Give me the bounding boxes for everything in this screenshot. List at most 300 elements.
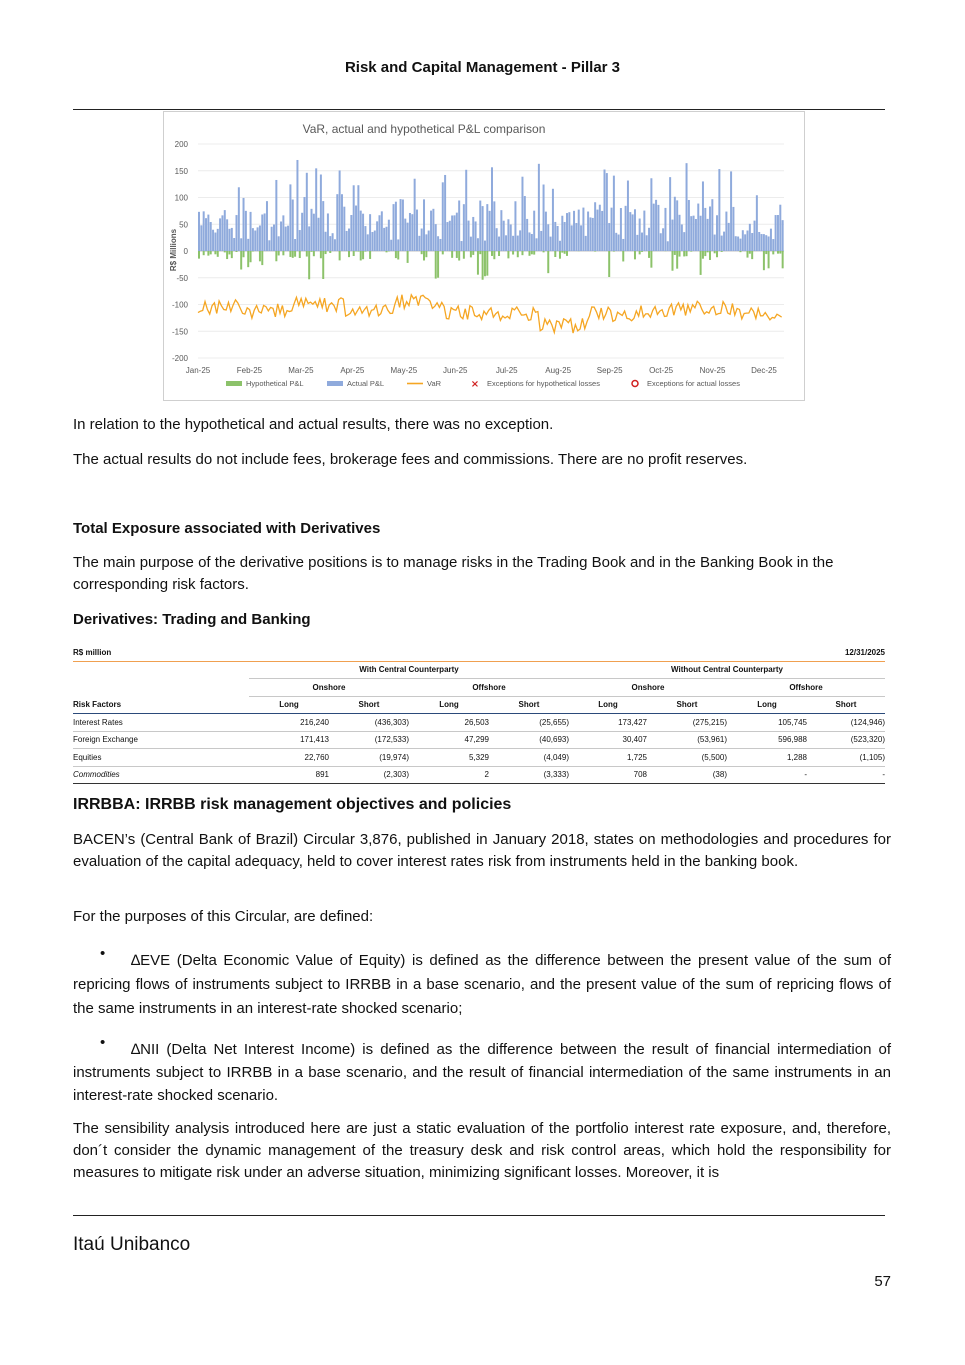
table-col-header: Short [518,700,540,710]
x-tick-label: Nov-25 [699,366,726,375]
hypothetical-pnl-bar [425,251,427,257]
hypothetical-pnl-bar [357,251,359,252]
table-unit: R$ million [73,647,112,657]
actual-pnl-bar [695,219,697,251]
actual-pnl-bar [219,218,221,251]
x-tick-label: Aug-25 [545,366,572,375]
actual-pnl-bar [559,241,561,251]
actual-pnl-bar [224,210,226,251]
actual-pnl-bar [259,225,261,251]
actual-pnl-bar [325,232,327,251]
bullet-delta-eve: ∆EVE (Delta Economic Value of Equity) is defined as the difference between the present value of the sum of repricing flows of instruments subject to IRRBB in a base scenario, and the present value of the sum of repricing flows of the same instruments in an interest-rate shocked scenario; [73,952,891,1017]
table-group-with-ccp: With Central Counterparty [249,661,569,679]
actual-pnl-bar [763,234,765,251]
actual-pnl-bar [266,201,268,251]
actual-pnl-bar [519,230,521,251]
actual-pnl-bar [568,212,570,251]
actual-pnl-bar [592,218,594,251]
actual-pnl-bar [779,205,781,251]
hypothetical-pnl-bar [353,251,355,256]
actual-pnl-bar [376,221,378,251]
hypothetical-pnl-bar [470,251,472,257]
y-tick-label: 50 [179,220,188,230]
actual-pnl-bar [479,201,481,251]
table-cell: 105,745 [778,717,807,727]
actual-pnl-bar [475,221,477,251]
actual-pnl-bar [529,232,531,251]
actual-pnl-bar [557,226,559,251]
actual-pnl-bar [765,235,767,251]
hypothetical-pnl-bar [709,251,711,260]
actual-pnl-bar [505,235,507,251]
hypothetical-pnl-bar [751,251,753,259]
table-col-header: Short [358,700,380,710]
legend-label: Exceptions for actual losses [647,379,740,388]
actual-pnl-bar [468,221,470,251]
actual-pnl-bar [526,219,528,251]
table-cell: 2 [484,770,489,780]
hypothetical-pnl-bar [777,251,779,254]
actual-pnl-bar [772,239,774,251]
actual-pnl-bar [690,216,692,251]
actual-pnl-bar [770,229,772,251]
hypothetical-pnl-bar [639,251,641,254]
hypothetical-pnl-bar [566,251,568,256]
hypothetical-pnl-bar [306,251,308,257]
actual-pnl-bar [739,239,741,251]
page-number: 57 [874,1273,891,1290]
actual-pnl-bar [650,178,652,251]
y-tick-label: 150 [174,166,188,176]
actual-pnl-bar [744,234,746,251]
actual-pnl-bar [622,239,624,251]
table-cell: (172,533) [374,735,409,745]
actual-pnl-bar [282,215,284,251]
actual-pnl-bar [203,211,205,251]
x-tick-label: Dec-25 [751,366,777,375]
hypothetical-pnl-bar [547,251,549,273]
actual-pnl-bar [536,238,538,251]
actual-pnl-bar [566,213,568,251]
table-col-header: Short [676,700,698,710]
actual-pnl-bar [278,236,280,251]
actual-pnl-bar [582,208,584,251]
actual-pnl-bar [435,224,437,251]
actual-pnl-bar [430,211,432,251]
x-tick-label: Oct-25 [649,366,674,375]
actual-pnl-bar [465,170,467,251]
actual-pnl-bar [613,176,615,251]
actual-pnl-bar [676,200,678,251]
table-cell: (523,320) [850,735,885,745]
y-tick-label: -50 [176,273,188,283]
actual-pnl-bar [683,232,685,251]
chart-title: VaR, actual and hypothetical P&L comparison [302,122,546,136]
actual-pnl-bar [618,235,620,251]
actual-pnl-bar [646,235,648,251]
legend-label: Actual P&L [347,379,385,388]
actual-pnl-bar [639,219,641,251]
actual-pnl-bar [231,228,233,251]
hypothetical-pnl-bar [521,251,523,255]
hypothetical-pnl-bar [362,251,364,259]
section-heading-derivatives: Total Exposure associated with Derivatives [73,520,381,537]
actual-pnl-bar [336,194,338,251]
actual-pnl-bar [721,236,723,251]
actual-pnl-bar [217,229,219,251]
derivatives-table [73,644,885,784]
table-col-header: Long [757,700,777,710]
hypothetical-pnl-bar [275,251,277,261]
var-chart [163,111,805,401]
actual-pnl-bar [374,231,376,251]
actual-pnl-bar [386,227,388,251]
hypothetical-pnl-bar [690,251,692,252]
actual-pnl-bar [747,231,749,251]
actual-pnl-bar [524,196,526,251]
actual-pnl-bar [667,241,669,251]
actual-pnl-bar [287,226,289,251]
actual-pnl-bar [364,226,366,251]
actual-pnl-bar [477,238,479,251]
actual-pnl-bar [571,225,573,251]
actual-pnl-bar [313,214,315,251]
table-cell: (3,333) [543,770,569,780]
actual-pnl-bar [510,224,512,251]
actual-pnl-bar [540,231,542,251]
actual-pnl-bar [732,207,734,251]
hypothetical-pnl-bar [308,251,310,279]
hypothetical-pnl-bar [674,251,676,255]
actual-pnl-bar [320,175,322,252]
actual-pnl-bar [271,227,273,251]
actual-pnl-bar [306,173,308,251]
hypothetical-pnl-bar [529,251,531,256]
hypothetical-pnl-bar [543,251,545,252]
hypothetical-pnl-bar [484,251,486,276]
actual-pnl-bar [238,187,240,251]
actual-pnl-bar [641,233,643,251]
hypothetical-pnl-bar [386,251,388,252]
actual-pnl-bar [402,200,404,252]
table-cell: 1,725 [626,752,647,762]
actual-pnl-bar [292,200,294,251]
actual-pnl-bar [425,234,427,251]
actual-pnl-bar [777,215,779,251]
actual-pnl-bar [418,236,420,251]
actual-pnl-bar [643,211,645,251]
table-subgroup: Offshore [409,679,569,697]
hypothetical-pnl-bar [679,251,681,257]
hypothetical-pnl-bar [531,251,533,254]
actual-pnl-bar [775,215,777,251]
actual-pnl-bar [538,164,540,251]
table-col-header: Long [598,700,618,710]
hypothetical-pnl-bar [486,251,488,276]
actual-pnl-bar [533,211,535,251]
hypothetical-pnl-bar [559,251,561,259]
hypothetical-pnl-bar [493,251,495,259]
table-cell: (40,693) [539,735,569,745]
actual-pnl-bar [550,237,552,251]
actual-pnl-bar [458,200,460,251]
actual-pnl-bar [599,205,601,251]
hypothetical-pnl-bar [437,251,439,278]
hypothetical-pnl-bar [395,251,397,258]
actual-pnl-bar [517,236,519,251]
actual-pnl-bar [212,230,214,251]
actual-pnl-bar [503,221,505,251]
hypothetical-pnl-bar [671,251,673,271]
actual-pnl-bar [615,233,617,251]
actual-pnl-bar [714,235,716,251]
actual-pnl-bar [543,185,545,251]
hypothetical-pnl-bar [707,251,709,252]
actual-pnl-bar [461,241,463,251]
actual-pnl-bar [268,240,270,251]
actual-pnl-bar [381,211,383,251]
actual-pnl-bar [578,210,580,251]
actual-pnl-bar [437,236,439,251]
hypothetical-pnl-bar [423,251,425,260]
actual-pnl-bar [423,199,425,251]
actual-pnl-bar [439,239,441,251]
hypothetical-pnl-bar [634,251,636,259]
hypothetical-pnl-bar [259,251,261,261]
header-rule [73,109,885,110]
actual-pnl-bar [200,225,202,251]
actual-pnl-bar [353,185,355,251]
actual-pnl-bar [346,231,348,251]
actual-pnl-bar [233,238,235,251]
table-cell: 47,299 [464,735,489,745]
actual-pnl-bar [296,160,298,251]
actual-pnl-bar [357,185,359,251]
hypothetical-pnl-bar [765,251,767,254]
table-cell: (275,215) [692,717,727,727]
actual-pnl-bar [247,239,249,251]
actual-pnl-bar [470,237,472,251]
actual-pnl-bar [355,206,357,251]
actual-pnl-bar [343,207,345,251]
actual-pnl-bar [393,204,395,251]
actual-pnl-bar [318,218,320,251]
hypothetical-pnl-bar [226,251,228,259]
actual-pnl-bar [589,217,591,251]
actual-pnl-bar [664,208,666,251]
actual-pnl-bar [655,200,657,251]
actual-pnl-bar [754,221,756,251]
actual-pnl-bar [339,170,341,251]
actual-pnl-bar [782,220,784,251]
actual-pnl-bar [704,208,706,251]
hypothetical-pnl-bar [648,251,650,258]
actual-pnl-bar [407,223,409,251]
paragraph-derivatives-purpose: The main purpose of the derivative positions is to manage risks in the Trading Book and in the Banking Book in the corresponding risk factors. [73,554,834,593]
var-line [198,295,782,333]
table-cell: 5,329 [468,752,489,762]
actual-pnl-bar [531,234,533,251]
table-row [73,714,885,732]
hypothetical-pnl-bar [289,251,291,257]
hypothetical-pnl-bar [463,251,465,259]
hypothetical-pnl-bar [369,251,371,259]
y-tick-label: 200 [174,140,188,149]
footer-rule [73,1215,885,1216]
actual-pnl-bar [327,213,329,251]
actual-pnl-bar [221,215,223,251]
actual-pnl-bar [681,224,683,251]
table-cell: (124,946) [850,717,885,727]
actual-pnl-bar [395,202,397,251]
actual-pnl-bar [552,189,554,251]
hypothetical-pnl-bar [747,251,749,258]
actual-pnl-bar [214,233,216,251]
hypothetical-pnl-bar [299,251,301,258]
actual-pnl-bar [329,236,331,251]
table-col-header: Long [439,700,459,710]
hypothetical-pnl-bar [676,251,678,269]
actual-pnl-bar [512,236,514,251]
hypothetical-pnl-bar [360,251,362,260]
table-cell: (25,655) [539,717,569,727]
actual-pnl-bar [606,173,608,251]
actual-pnl-bar [758,232,760,251]
actual-pnl-bar [521,177,523,251]
hypothetical-pnl-bar [292,251,294,258]
actual-pnl-bar [601,211,603,251]
actual-pnl-bar [725,212,727,251]
table-row-label: Commodities [73,770,120,780]
bullet-dot: • [100,945,106,962]
subheading-derivatives-trading-banking: Derivatives: Trading and Banking [73,611,311,628]
hypothetical-pnl-bar [397,251,399,259]
actual-pnl-bar [662,228,664,251]
x-tick-label: Mar-25 [288,366,314,375]
actual-pnl-bar [653,204,655,251]
hypothetical-pnl-bar [282,251,284,255]
actual-pnl-bar [716,215,718,251]
hypothetical-pnl-bar [442,251,444,254]
hypothetical-pnl-bar [622,251,624,261]
hypothetical-pnl-bar [683,251,685,256]
table-cell: (2,303) [383,770,409,780]
actual-pnl-bar [449,221,451,251]
hypothetical-pnl-bar [348,251,350,257]
hypothetical-pnl-bar [641,251,643,252]
actual-pnl-bar [348,229,350,251]
actual-pnl-bar [761,234,763,251]
hypothetical-pnl-bar [700,251,702,275]
hypothetical-pnl-bar [768,251,770,268]
actual-pnl-bar [303,197,305,251]
actual-pnl-bar [768,236,770,251]
actual-pnl-bar [341,194,343,251]
section-heading-irrbba: IRRBBA: IRRBB risk management objectives and policies [73,796,512,813]
hypothetical-pnl-bar [339,251,341,260]
hypothetical-pnl-bar [322,251,324,279]
hypothetical-pnl-bar [608,251,610,277]
x-tick-label: Feb-25 [236,366,263,375]
actual-pnl-bar [756,195,758,251]
hypothetical-pnl-bar [364,251,366,252]
hypothetical-pnl-bar [721,251,723,252]
derivatives-table-wrapper [73,644,885,784]
hypothetical-pnl-bar [261,251,263,265]
actual-pnl-bar [210,222,212,251]
legend-swatch [226,381,242,386]
legend-label: VaR [427,379,442,388]
x-tick-label: May-25 [390,366,418,375]
page-header-title: Risk and Capital Management - Pillar 3 [344,59,621,76]
actual-pnl-bar [486,204,488,251]
hypothetical-pnl-bar [228,251,230,254]
hypothetical-pnl-bar [772,251,774,254]
actual-pnl-bar [409,213,411,251]
actual-pnl-bar [723,232,725,251]
hypothetical-pnl-bar [407,251,409,263]
hypothetical-pnl-bar [435,251,437,279]
table-cell: 216,240 [300,717,329,727]
hypothetical-pnl-bar [236,251,238,252]
hypothetical-pnl-bar [498,251,500,256]
actual-pnl-bar [611,208,613,251]
actual-pnl-bar [634,209,636,251]
hypothetical-pnl-bar [739,251,741,252]
table-cell: 1,288 [786,752,807,762]
actual-pnl-bar [482,206,484,251]
table-subgroup: Offshore [727,679,885,697]
hypothetical-pnl-bar [456,251,458,258]
legend-swatch: × [470,379,480,390]
actual-pnl-bar [226,219,228,251]
table-cell: 171,413 [300,735,329,745]
hypothetical-pnl-bar [311,251,313,252]
var-chart-svg [164,112,804,400]
actual-pnl-bar [749,224,751,251]
y-tick-label: -200 [171,354,188,363]
table-cell: (53,961) [697,735,727,745]
table-row [73,766,885,784]
actual-pnl-bar [322,201,324,251]
actual-pnl-bar [596,210,598,251]
table-cell: (38) [712,770,727,780]
actual-pnl-bar [700,216,702,251]
actual-pnl-bar [711,199,713,251]
actual-pnl-bar [273,225,275,251]
actual-pnl-bar [334,239,336,251]
hypothetical-pnl-bar [554,251,556,257]
actual-pnl-bar [498,237,500,251]
actual-pnl-bar [451,215,453,251]
actual-pnl-bar [205,218,207,251]
actual-pnl-bar [561,216,563,251]
table-cell: 26,503 [464,717,489,727]
hypothetical-pnl-bar [561,251,563,253]
actual-pnl-bar [456,213,458,251]
hypothetical-pnl-bar [533,251,535,255]
actual-pnl-bar [236,215,238,251]
actual-pnl-bar [311,209,313,251]
actual-pnl-bar [489,211,491,251]
actual-pnl-bar [496,228,498,251]
legend-label: Hypothetical P&L [246,379,304,388]
actual-pnl-bar [400,199,402,251]
hypothetical-pnl-bar [704,251,706,256]
table-cell: (436,303) [374,717,409,727]
actual-pnl-bar [709,206,711,251]
hypothetical-pnl-bar [477,251,479,275]
